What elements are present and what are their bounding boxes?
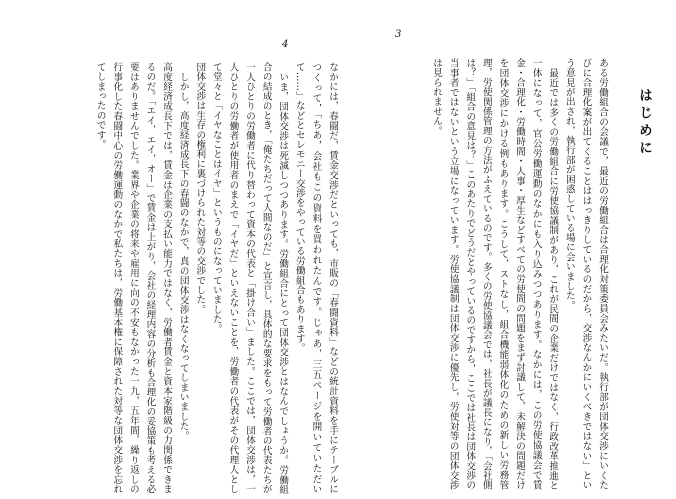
paragraph: なかには，春闘だ，賃金交渉だといっても，市販の「春闘資料」などの統計資料を手にテーブルにつくって，「ちあ，会社もこの資料を買われたんです。じゃあ，三五ページを開いていただいて……」などとセレモニー交渉をやっている労働組合もあります。 [293,62,338,494]
paragraph: 最近では多くの労働組合に労使協議制があり，これが民間の企業だけではなく，行政改革推進と一体になって，官公労働運動のなかにも入り込みつつあります。なかには，この労使協議会で賃金・合理化・労働時間・人事・厚生などすべての労使間の問題をまず討議して，未解決の問題だけを団体交渉にかける例もあります。こうして，ストなし，組合機能弱体化のための新しい労務管理，労使関係管理の方法がふえているのです。多くの労使協議会では，社長が議長になり，「会社側は？」「組合の意見は？」このあたりでどうだとやっているのですから，ここでは社長は団体交渉の当事者ではないという立場になっています。労使協議制は団体交渉に優先し，労使対等の団体交渉は見られません。 [431,58,559,490]
left-page-text [20,62,340,494]
paragraph: ある労働組合の会議で，最近の労働組合は合理化対策委員会みたいだ。執行部が団体交渉にいくたびに合理化案が出てくることははっきりしているのだから，交渉なんかにいくべきではない」という意見が出され，執行部が困惑している場に会いました。 [563,58,608,490]
paragraph: 団体交渉は生存の権利に裏づけられた対等の交渉でした。 [194,62,206,315]
right-page-text [386,58,610,490]
paragraph: しかし，高度経済成長下の春闘のなかで，真の団体交渉はなくなってしまいました。 [177,71,189,441]
paragraph: 高度経済成長下では，賃金は企業の支払い能力ではなく，労働者賃金と資本家階級の力関係できまるのだ。「エイ，エイ，オー」で賃金は上がり，会社の経理内容の分析も合理化の妥協策も考える必要はありませんでした。業界や企業の将来や雇用に向の不安もなかった一九，五年間，繰り返しの行事化した春闘中心の労働運動のなかで私たちは，労働基本権に保障された対等な団体交渉を忘れてしまったのです。 [94,62,173,494]
left-page-number: 4 [282,39,289,50]
paragraph: いま，団体交渉は死滅しつつあります。労働組合にとって団体交渉とはなんでしょうか。労働組合の結成のとき，「俺たちだって人間なのだ」と宣言し，具体的な要求をもって労働者の代表たちが一人ひとりの労働者に代り替わって資本の代表と「掛け合い」ました。ここでは，団体交渉は，一人ひとりの労働者が使用者のまえで「イヤだ」といえないことを，労働者の代表がその代理人として堂々と「イヤなことはイヤ」というものになっていました。 [210,62,289,494]
chapter-title: はじめに [636,88,652,158]
right-page-number: 3 [395,29,402,40]
